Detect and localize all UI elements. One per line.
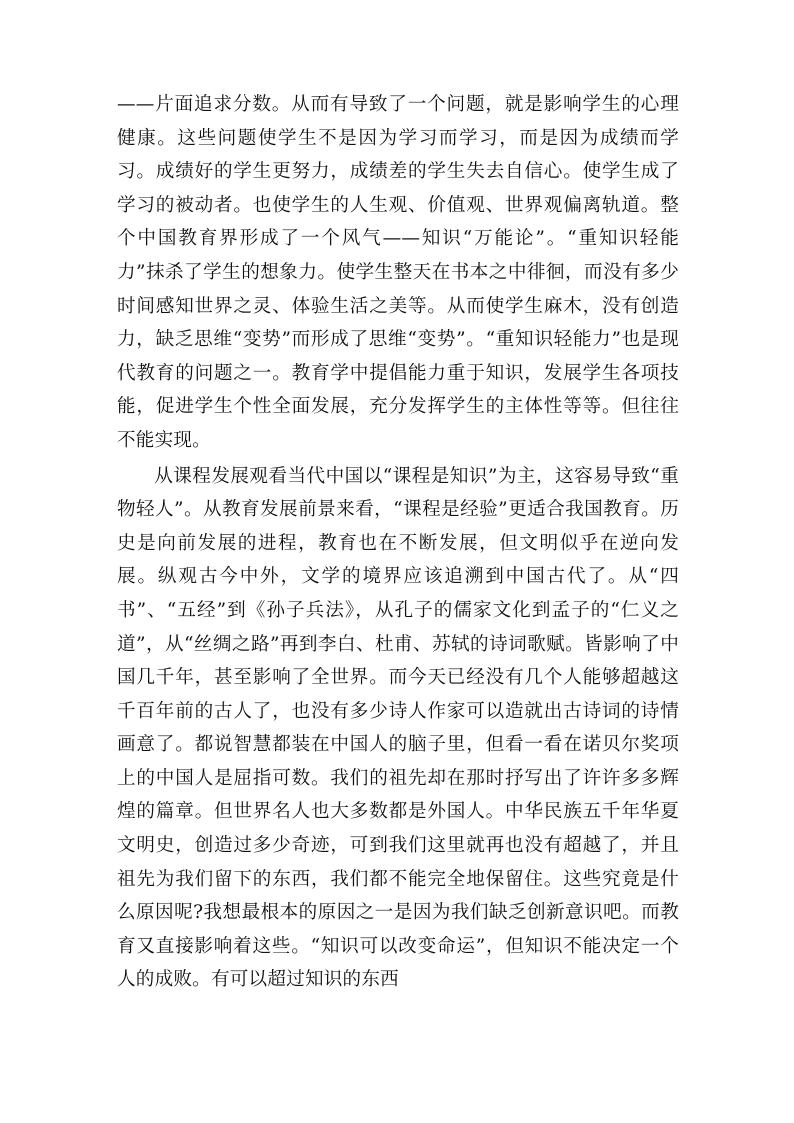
body-paragraph-2: 从课程发展观看当代中国以“课程是知识”为主，这容易导致“重物轻人”。从教育发展前景来看，“课程是经验”更适合我国教育。历史是向前发展的进程，教育也在不断发展，但文明似乎在逆向发展。纵观古今中外，文学的境界应该追溯到中国古代了。从“四书”、“五经”到《孙子兵法》，从孔子的儒家文化到孟子的“仁义之道”，从“丝绸之路”再到李白、杜甫、苏轼的诗词歌赋。皆影响了中国几千年，甚至影响了全世界。而今天已经没有几个人能够超越这千百年前的古人了，也没有多少诗人作家可以造就出古诗词的诗情画意了。都说智慧都装在中国人的脑子里，但看一看在诺贝尔奖项上的中国人是屈指可数。我们的祖先却在那时抒写出了许许多多辉煌的篇章。但世界名人也大多数都是外国人。中华民族五千年华夏文明史，创造过多少奇迹，可到我们这里就再也没有超越了，并且祖先为我们留下的东西，我们都不能完全地保留住。这些究竟是什么原因呢?我想最根本的原因之一是因为我们缺乏创新意识吧。而教育又直接影响着这些。“知识可以改变命运”，但知识不能决定一个人的成败。有可以超过知识的东西 (117, 465, 679, 991)
body-paragraph-1: ——片面追求分数。从而有导致了一个问题，就是影响学生的心理健康。这些问题使学生不是因为学习而学习，而是因为成绩而学习。成绩好的学生更努力，成绩差的学生失去自信心。使学生成了学习的被动者。也使学生的人生观、价值观、世界观偏离轨道。整个中国教育界形成了一个风气——知识“万能论”。“重知识轻能力”抹杀了学生的想象力。使学生整天在书本之中徘徊，而没有多少时间感知世界之灵、体验生活之美等。从而使学生麻木，没有创造力，缺乏思维“变势”而形成了思维“变势”。“重知识轻能力”也是现代教育的问题之一。教育学中提倡能力重于知识，发展学生各项技能，促进学生个性全面发展，充分发挥学生的主体性等等。但往往不能实现。 (117, 94, 679, 451)
document-page (117, 88, 679, 997)
